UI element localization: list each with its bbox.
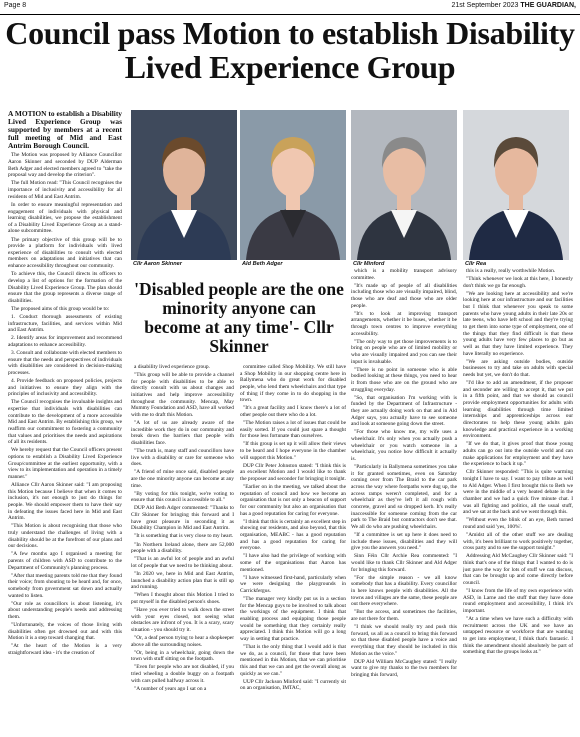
paragraph: "Or, a deaf person trying to hear a shopkeeper above all the surrounding noises. — [131, 635, 234, 648]
paragraph: "Our role as councillors is about listening, it's about understanding people's needs and addressing them. — [8, 600, 122, 621]
paragraph: 1. Conduct thorough assessments of existing infrastructure, facilities, and services within Mid and East Antrim. — [8, 313, 122, 334]
paragraph: "We are asking outside bodies, outside businesses to try and take on adults with special needs but yet, we don't do that. — [463, 358, 573, 379]
paragraph: "When I thought about this Motion I tried to put myself in the disabled person's shoes. — [131, 592, 234, 605]
paragraph: "Without even the blink of an eye, Beth turned round and said 'yes, 100%'. — [463, 517, 573, 531]
paragraph: "For the simple reason - we all know somebody that has a disability. Every councillor in here knows people with disabilities. All the towns and villages are the same, these people are out there everywhere. — [351, 574, 457, 608]
paragraph: "At the heart of the Motion is a very straightforward idea - it's the creation of — [8, 643, 122, 657]
paragraph: "Or, being in a wheelchair, going down the town with stuff sitting on the footpath. — [131, 649, 234, 663]
paragraph: "I think we should really try and push this forward, us all as a council to bring this forward so that these disabled people have a voice and everything that they should be included in this Motion as the voice." — [351, 624, 457, 657]
portrait-illustration — [131, 110, 237, 260]
paragraph: DUP Ald Beth Adger commented: "Thanks to Cllr Skinner for bringing this forward and I have great pleasure in seconding it as Disability Champion in Mid and East Antrim. — [131, 505, 234, 532]
paragraph: In order to ensure meaningful representation and engagement of individuals with physical and learning disabilities, we propose the establishment of a Disability Lived Experience Group as a stand-alone subcommittee. — [8, 201, 122, 235]
paragraph: "That is an awful lot of people and an awful lot of people that we need to be thinking about. — [131, 556, 234, 569]
portrait-illustration — [351, 110, 457, 260]
paragraph: "At a time when we have such a difficulty with recruitment across the UK and we have an untapped resource or workforce that are wanting to get into employment, I think that's fantastic. I think the amendment should absolutely be part of something that the groups looks at." — [463, 616, 573, 656]
paragraph: DUP Cllr Peter Johnston stated: "I think this is an excellent Motion and I would like to thank the proposer and seconder for bringing it tonight. — [240, 462, 346, 483]
paragraph: "There is no point in someone who is able bodied looking at these things, you need to hear it from those who are on the ground who are struggling everyday. — [351, 366, 457, 393]
paragraph: "It is something that is very close to my heart. — [134, 533, 234, 540]
paragraph: "I have also had the privilege of working with some of the organisations that Aaron has mentioned. — [240, 553, 346, 573]
paragraph: "Amidst all of the other stuff we are dealing with, it's been brilliant to work positively together, cross party and to see the support tonight." — [463, 532, 573, 552]
article-column-4 — [351, 268, 457, 730]
paragraph: "This group will be able to provide a channel for people with disabilities to be able to directly consult with us about changes and initiatives and help improve accessibility throughout the community. Mencap, May Mummy Foundation and ASD, have all worked with me to draft this Motion. — [131, 372, 234, 418]
paragraph: "Have you ever tried to walk down the street with your eyes closed, not seeing what obstacles are infront of you. It is a scary, scary situation - you should try it. — [131, 607, 234, 633]
paragraph: "I have witnessed first-hand, particularly when we were designing the playgrounds in Carrickfergus. — [240, 574, 346, 595]
photo-archie-rea — [463, 110, 569, 260]
paragraph: The Motion was proposed by Alliance Councillor Aaron Skinner and seconded by DUP Alderman Beth Adger and elected members agreed to "take the proposal way and develop the criterion". — [8, 152, 122, 179]
article-column-2 — [131, 364, 234, 730]
paragraph: Cllr Skinner responded: "This is quite warming tonight I have to say. I want to pay tribute as well to Ald Adger. When I first brought this to Beth we were in the middle of a very heated debate in the chamber and we had a quick five minute chat. I was all fighting and politics, all the usual stuff, and we sat at the back and we went through this. — [463, 469, 573, 516]
paragraph: committee called Shop Mobility. We still have a Shop Mobility in our shopping centre here in Ballymena who do great work for disabled people, who lend them wheelchairs and that type of thing if they come in to do shopping in the town. — [240, 364, 346, 404]
paragraph: To achieve this, the Council directs its officers to develop a list of options for the formation of the Disability Lived Experience Group. The plan should ensure that the group represents a diverse range of disabilities. — [8, 271, 122, 304]
issue-date-text: 21st September 2023 — [451, 2, 519, 9]
paragraph: The Council recognises the invaluable insights and expertise that individuals with disabilities can contribute to the development of a more accessible Mid and East Antrim. By establishing this group, we reaffirm our commitment to fostering a community that values and prioritises the needs and aspirations of all its residents. — [8, 399, 122, 446]
paragraph: "The Motion raises a lot of issues that could be easily sorted. If you could just spare a thought for those less fortunate than ourselves. — [240, 420, 346, 440]
paragraph: The proposed aims of this group would be to: — [11, 305, 110, 312]
caption-archie-rea: Cllr Rea — [465, 261, 487, 267]
paragraph: "This Motion is about recognising that those who truly understand the challenges of living with a disability should be at the forefront of our plans and our decisions. — [8, 523, 122, 550]
paragraph: "A friend of mine once said, disabled people are the one minority anyone can become at any time. — [131, 469, 234, 489]
paragraph: "So, that organisation I'm working with is funded by the Department of Infrastructure - they are actually doing work on that and in Ald Adger says, you actually have to see someone and look at someone going down the street. — [351, 394, 457, 428]
caption-jackson-minford: Cllr Minford — [353, 261, 385, 267]
paragraph: "A few months ago I organised a meeting for parents of children with ASD to contribute to the Department of Community's planning process. — [8, 551, 122, 571]
photo-jackson-minford — [351, 110, 457, 260]
paragraph: DUP Ald William McCaughey stated: "I really want to give my thanks to the two members for bringing this forward, — [351, 658, 457, 679]
paragraph: UUP Cllr Jackson Minford said: "I currently sit on an organisation, IMTAC, — [240, 678, 346, 692]
paragraph: "The only way to get those improvements is to bring on people who are of limited mobility or who are visually impaired and you can see their input is invaluable. — [351, 338, 457, 365]
article-column-1 — [8, 110, 122, 730]
paragraph: "It's to look at improving transport arrangements, whether it be buses, whether it be through town centres to improve everything accessibility. — [351, 310, 457, 337]
paragraph: 3. Consult and collaborate with elected members to ensure that the needs and perspectives of individuals with disabilities are considered in decision-making processes. — [8, 349, 122, 376]
caption-beth-adger: Ald Beth Adger — [242, 261, 283, 267]
pull-quote: 'Disabled people are the one minority anyone can become at any time'- Cllr Skinner — [134, 279, 344, 356]
paragraph: a disability lived experience group. — [134, 364, 210, 370]
paragraph: "We are looking here at accessibility and we're looking here at our infrastructure and our facilities but I think that whenever you speak to some parents who have young adults in their late 20s or late teens, who have left school and they're trying to get them into some type of employment, one of the things that they find difficult is that these young adults have very few places to go but as well as that they have limited experience. They have literally no experience. — [463, 290, 573, 357]
paragraph: which is a mobility transport advisory committee. — [351, 268, 457, 281]
page-header — [0, 0, 580, 15]
paragraph: The primary objective of this group will be to provide a platform for individuals with lived experience of disabilities to consult with elected members on adaptations and initiatives that can enhance accessibility throughout our community. — [8, 236, 122, 270]
article-column-5 — [463, 268, 573, 730]
paragraph: 4. Provide feedback on proposed policies, projects and initiatives to ensure they align with the principles of inclusivity and accessibility. — [8, 377, 122, 398]
paragraph: "If a committee is set up here it does need to include these issues, disabilities and they will give you the answers you need." — [351, 532, 457, 552]
caption-aaron-skinner: Cllr Aaron Skinner — [133, 261, 182, 267]
paragraph: "Particularly in Ballymena sometimes you take it for granted sometimes, even on Saturday coming over from The Braid to the car park across the way where footpaths were dug up, the access ramps weren't completed, and for a wheelchair as they've left it all rough with concrete, gravel and so dropped kerb. It's really inaccessible for someone coming from the car park to The Braid but contractors don't see that. We all do who are pushing wheelchairs. — [351, 464, 457, 531]
issue-date — [451, 2, 576, 9]
portrait-illustration — [463, 110, 569, 260]
paragraph: "By voting for this tonight, we're voting to ensure that this council is accessible to all." — [131, 490, 234, 504]
paragraph: "After that meeting parents told me that they found their voice; from shouting to be heard and, for once, somebody from government sat down and actually wanted to listen. — [8, 572, 122, 599]
paragraph: "In Northern Ireland alone, there are 52,000 people with a disability. — [131, 541, 234, 555]
paragraph: "That is the only thing that I would add is that we do, as a council, for those that have been mentioned in this Motion, that we can prioritise this and that we can and get the overall along as quickly as we can." — [240, 644, 346, 677]
paragraph: "I'd like to add an amendment, if the proposer and seconder are willing to accept it, that we put in a fifth point, and that we should as council provide employment opportunities for adults with learning disabilities through time limited internships and apprenticeships across our directorates to help these young adults gain knowledge and practical experience in a working environment. — [463, 380, 573, 440]
paper-name: THE GUARDIAN, — [520, 2, 576, 9]
paragraph: "Even for people who are not disabled, if you tried wheeling a double buggy on a footpath with cars pulled halfway across it. — [131, 664, 234, 684]
paragraph: Addressing Ald McCaughey Cllr Skinner said: "I think that's one of the things that I wanted to do is just pave the way for lots of stuff we can discuss, that can be brought up and come directly before council. — [463, 553, 573, 587]
paragraph: "The truth is, many staff and councillors have live with a disability or care for someone who does. — [131, 448, 234, 468]
paragraph: "In 2020 we, here in Mid and East Antrim, launched a disability action plan that is still up and running. — [131, 570, 234, 591]
paragraph: "For those who know me, my wife uses a wheelchair. It's only when you actually push a wheelchair or you watch someone in a wheelchair, you notice how difficult it actually is. — [351, 429, 457, 463]
portrait-illustration — [240, 110, 346, 260]
paragraph: "A number of years ago I sat on a — [134, 685, 207, 692]
paragraph: "A lot of us are already aware of the incredible work they do in our community and break down the barriers that people with disabilities face. — [131, 420, 234, 446]
paragraph: "The manager very kindly put us in a section for the Mencap guys to be involved to talk about the workings of the equipment. I think that enabling process and equipping those people would be something that they certainly really appreciated. I think this Motion will go a long way in setting that practice. — [240, 596, 346, 643]
paragraph: this is a really, really worthwhile Motion. — [466, 268, 556, 274]
paragraph: "If this group is set up it will allow their views to be heard and I hope everyone in the chamber will support this Motion." — [240, 441, 346, 461]
paragraph: "Earlier on in the meeting, we talked about the reputation of council and how we become an organisation that is not only a beacon of support for our community but also an organisation that has a good reputation for caring for everyone. — [240, 484, 346, 517]
paragraph: "But the access, and sometimes the facilities, are not there for them. — [351, 609, 457, 623]
paragraph: Sinn Féin Cllr Archie Rea commented: "I would like to thank Cllr Skinner and Ald Adger for bringing this forward. — [351, 553, 457, 573]
paragraph: "It's a great facility and I know there's a lot of other people out there who do a lot. — [240, 405, 346, 418]
paragraph: We hereby request that the Council officers present options to establish a Disability Lived Experience Group/committee at the earliest opportunity, with a view to its implementation and operation in a timely manner." — [8, 447, 122, 480]
paragraph: "Unfortunately, the voices of those living with disabilities often get drowned out and with this Motion it is a step toward changing that. — [8, 622, 122, 642]
paragraph: "It's made up of people of all disabilities including those who are visually impaired, blind, those who are deaf and those who are older people. — [351, 282, 457, 309]
paragraph: Alliance Cllr Aaron Skinner said: "I am proposing this Motion because I believe that when it comes to inclusion, it's not enough to just do things for people. We should empower them to have their say in defeating the issues faced here in Mid and East Antrim. — [8, 482, 122, 522]
headline: Council pass Motion to establish Disability Lived Experience Group — [5, 15, 575, 85]
paragraph: "I know from the life of my own experience with ASD, in Larne and the stuff that they have done round employment and accessibility, I think it's important. — [463, 588, 573, 615]
paragraph: "I think that this is certainly an excellent step in showing our residents, and also beyond, that this organisation, MEABC - has a good reputation and has a good reputation for caring for everyone. — [240, 518, 346, 552]
paragraph: 2. Identify areas for improvement and recommend adaptations to enhance accessibility. — [8, 335, 122, 348]
paragraph: "If we do that, it gives proof that those young adults can go out into the outside world and can make applications for employment and they have the experience to back it up." — [463, 441, 573, 468]
paragraph: "Think whenever we look at this here, I honestly don't think we go far enough. — [463, 276, 573, 289]
page-number: Page 8 — [4, 2, 27, 9]
photo-beth-adger — [240, 110, 346, 260]
paragraph: The full Motion read: "This Council recognises the importance of inclusivity and accessibility for all residents of Mid and East Antrim. — [8, 180, 122, 200]
photo-aaron-skinner — [131, 110, 237, 260]
paragraph: A MOTION to establish a Disability Lived Experience Group was supported by members at a recent full meeting of Mid and East Antrim Borough Council. — [8, 110, 122, 151]
article-column-3 — [240, 364, 346, 730]
